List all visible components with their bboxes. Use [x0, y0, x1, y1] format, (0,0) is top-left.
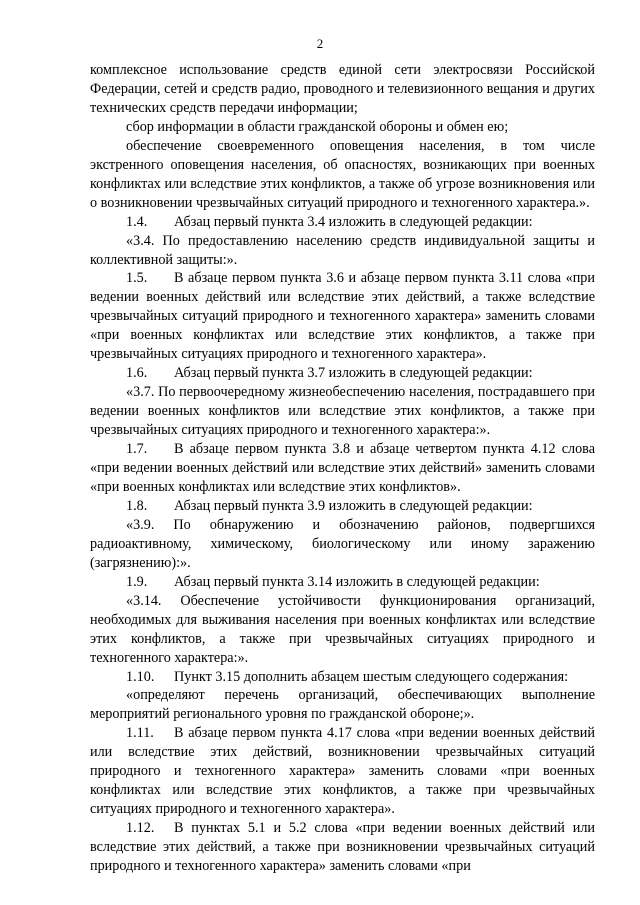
paragraph	[90, 686, 595, 724]
paragraph-text: «3.4. По предоставлению населению средств индивидуальной защиты и коллективной защиты:».	[90, 232, 595, 268]
document-body	[90, 61, 595, 876]
paragraph	[90, 118, 595, 137]
paragraph-item	[90, 440, 595, 497]
paragraph	[90, 137, 595, 213]
paragraph-item	[90, 269, 595, 364]
paragraph-text: «3.14. Обеспечение устойчивости функционирования организаций, необходимых для выживания населения при военных конфликтах или вследствие этих конфликтов, а также при чрезвычайных ситуациях природного и техногенного характера:».	[90, 592, 595, 666]
paragraph-text: В пунктах 5.1 и 5.2 слова «при ведении военных действий или вследствие этих действий, а также при возникновении чрезвычайных ситуаций природного и техногенного характера» заменить словами «при	[90, 820, 595, 875]
paragraph	[90, 516, 595, 573]
paragraph-text: «определяют перечень организаций, обеспечивающих выполнение мероприятий регионального уровня по гражданской обороне;».	[90, 687, 595, 723]
paragraph-text: обеспечение своевременного оповещения населения, в том числе экстренного оповещения населения, об опасностях, возникающих при военных конфликтах или вследствие этих конфликтов, а также об угрозе возникновения или о возникновении чрезвычайных ситуаций природного и техногенного характера.».	[90, 137, 595, 211]
paragraph	[90, 61, 595, 118]
paragraph-item	[90, 364, 595, 383]
paragraph-item	[90, 573, 595, 592]
item-number: 1.12.	[126, 820, 155, 837]
item-number: 1.8.	[126, 497, 148, 514]
paragraph-item	[90, 213, 595, 232]
item-number: 1.4.	[126, 213, 148, 230]
paragraph-text: комплексное использование средств единой сети электросвязи Российской Федерации, сетей и средств радио, проводного и телевизионного вещания и других технических средств передачи информации;	[90, 62, 595, 116]
paragraph-text: Абзац первый пункта 3.14 изложить в следующей редакции:	[174, 573, 540, 590]
paragraph-text: сбор информации в области гражданской обороны и обмен ею;	[126, 118, 509, 135]
paragraph-text: В абзаце первом пункта 3.8 и абзаце четвертом пункта 4.12 слова «при ведении военных действий или вследствие этих действий» заменить словами «при военных конфликтах или вследствие этих конфликтов».	[90, 441, 595, 495]
paragraph	[90, 383, 595, 440]
paragraph-text: В абзаце первом пункта 3.6 и абзаце первом пункта 3.11 слова «при ведении военных действий или вследствие этих действий, а также вследствие чрезвычайных ситуаций природного и техногенного характера» заменить словами «при военных конфликтах или вследствие этих конфликтов, а также при чрезвычайных ситуациях природного и техногенного характера».	[90, 270, 595, 363]
paragraph-text: Абзац первый пункта 3.7 изложить в следующей редакции:	[174, 365, 533, 382]
paragraph-item	[90, 724, 595, 819]
item-number: 1.5.	[126, 270, 148, 287]
paragraph-text: В абзаце первом пункта 4.17 слова «при ведении военных действий или вследствие этих действий, возникновении чрезвычайных ситуаций природного и техногенного характера» заменить словами «при военных конфликтах или вследствие этих конфликтов, а также при чрезвычайных ситуациях природного и техногенного характера».	[90, 725, 595, 818]
paragraph-text: «3.7. По первоочередному жизнеобеспечению населения, пострадавшего при ведении военных конфликтов или вследствие этих конфликтов, а также при чрезвычайных ситуациях природного и техногенного характера:».	[90, 384, 595, 439]
page-number: 2	[316, 36, 324, 51]
paragraph-item	[90, 668, 595, 687]
item-number: 1.10.	[126, 668, 155, 685]
paragraph	[90, 592, 595, 668]
item-number: 1.6.	[126, 365, 148, 382]
paragraph-text: Пункт 3.15 дополнить абзацем шестым следующего содержания:	[174, 668, 569, 685]
paragraph-text: Абзац первый пункта 3.9 изложить в следующей редакции:	[174, 497, 533, 514]
paragraph	[90, 232, 595, 270]
item-number: 1.11.	[126, 725, 154, 742]
item-number: 1.7.	[126, 441, 148, 458]
paragraph-text: «3.9. По обнаружению и обозначению районов, подвергшихся радиоактивному, химическому, биологическому или иному заражению (загрязнению):».	[90, 516, 595, 571]
item-number: 1.9.	[126, 573, 148, 590]
paragraph-text: Абзац первый пункта 3.4 изложить в следующей редакции:	[174, 213, 533, 230]
paragraph-item	[90, 497, 595, 516]
paragraph-item	[90, 819, 595, 876]
